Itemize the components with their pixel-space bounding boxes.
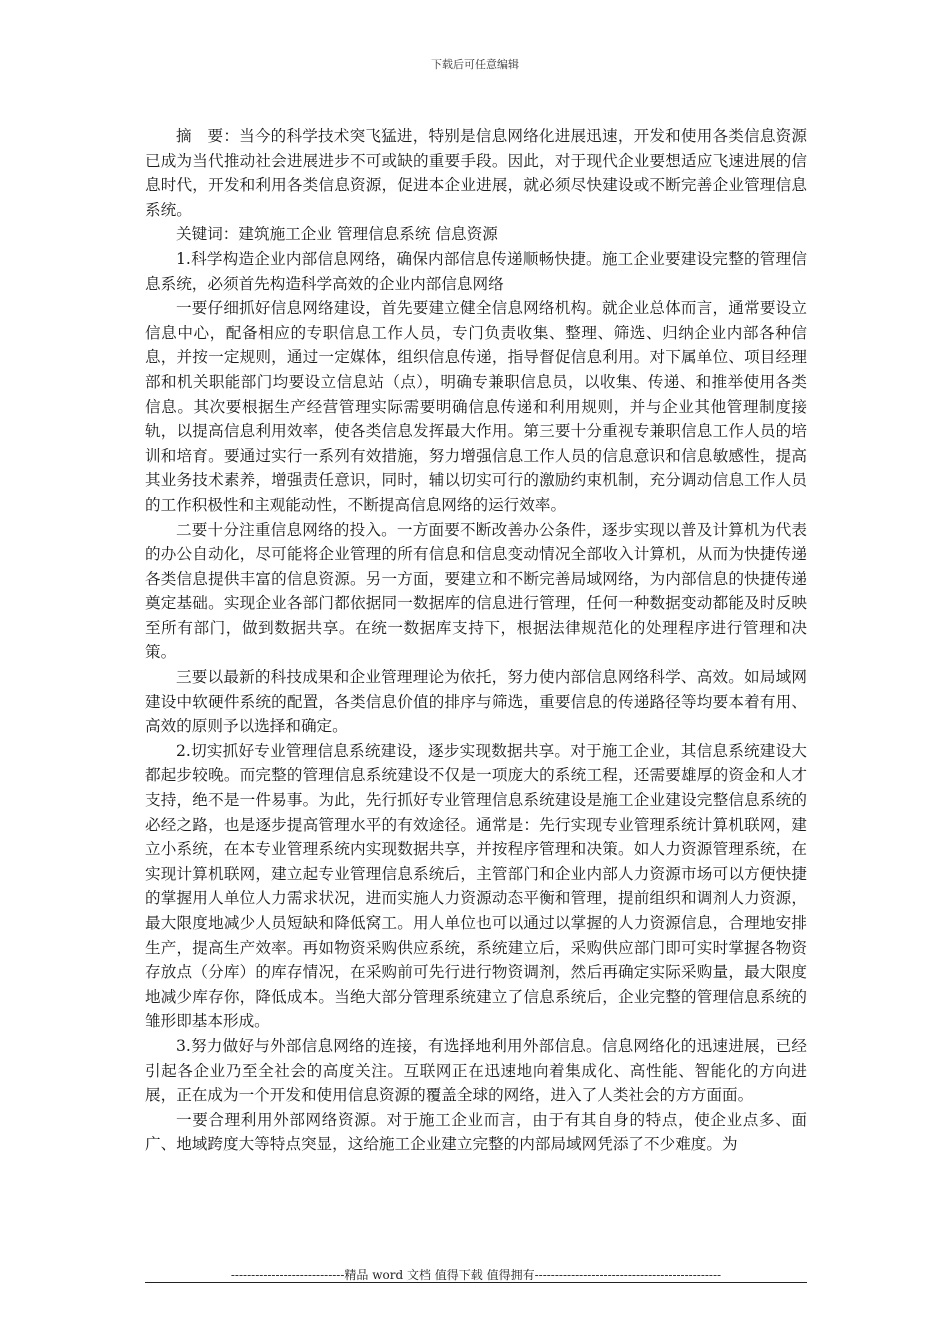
section-1-heading: 1.科学构造企业内部信息网络，确保内部信息传递顺畅快捷。施工企业要建设完整的管理信息系统，必须首先构造科学高效的企业内部信息网络 [145, 249, 807, 293]
section-1-point-2: 二要十分注重信息网络的投入。一方面要不断改善办公条件，逐步实现以普及计算机为代表的办公自动化，尽可能将企业管理的所有信息和信息变动情况全部收入计算机，从而为快捷传递各类信息提供丰富的信息资源。另一方面，要建立和不断完善局域网络，为内部信息的快捷传递奠定基础。实现企业各部门都依据同一数据库的信息进行管理，任何一种数据变动都能及时反映至所有部门，做到数据共享。在统一数据库支持下，根据法律规范化的处理程序进行管理和决策。 [145, 520, 807, 662]
section-3-heading: 3.努力做好与外部信息网络的连接，有选择地利用外部信息。信息网络化的迅速进展，已经引起各企业乃至全社会的高度关注。互联网正在迅速地向着集成化、高性能、智能化的方向进展，正在成为一个开发和使用信息资源的覆盖全球的网络，进入了人类社会的方方面面。 [145, 1036, 807, 1105]
section-1-point-1: 一要仔细抓好信息网络建设，首先要建立健全信息网络机构。就企业总体而言，通常要设立信息中心，配备相应的专职信息工作人员，专门负责收集、整理、筛选、归纳企业内部各种信息，并按一定规则，通过一定媒体，组织信息传递，指导督促信息利用。对下属单位、项目经理部和机关职能部门均要设立信息站（点），明确专兼职信息员，以收集、传递、和推举使用各类信息。其次要根据生产经营管理实际需要明确信息传递和利用规则，并与企业其他管理制度接轨，以提高信息利用效率，使各类信息发挥最大作用。第三要十分重视专兼职信息工作人员的培训和培育。要通过实行一系列有效措施，努力增强信息工作人员的信息意识和信息敏感性，提高其业务技术素养，增强责任意识，同时，辅以切实可行的激励约束机制，充分调动信息工作人员的工作积极性和主观能动性，不断提高信息网络的运行效率。 [145, 299, 807, 514]
abstract-paragraph: 摘 要：当今的科学技术突飞猛进，特别是信息网络化进展迅速，开发和使用各类信息资源已成为当代推动社会进展进步不可或缺的重要手段。因此，对于现代企业要想适应飞速进展的信息时代，开发和利用各类信息资源，促进本企业进展，就必须尽快建设或不断完善企业管理信息系统。 [145, 127, 807, 219]
footer-divider [145, 1282, 807, 1283]
section-2-paragraph: 2.切实抓好专业管理信息系统建设，逐步实现数据共享。对于施工企业，其信息系统建设大都起步较晚。而完整的管理信息系统建设不仅是一项庞大的系统工程，还需要雄厚的资金和人才支持，绝不是一件易事。为此，先行抓好专业管理信息系统建设是施工企业建设完整信息系统的必经之路，也是逐步提高管理水平的有效途径。通常是：先行实现专业管理系统计算机联网，建立小系统，在本专业管理系统内实现数据共享，并按程序管理和决策。如人力资源管理系统，在实现计算机联网，建立起专业管理信息系统后，主管部门和企业内部人力资源市场可以方便快捷的掌握用人单位人力需求状况，进而实施人力资源动态平衡和管理，提前组织和调剂人力资源，最大限度地减少人员短缺和降低窝工。用人单位也可以通过以掌握的人力资源信息，合理地安排生产，提高生产效率。再如物资采购供应系统，系统建立后，采购供应部门即可实时掌握各物资存放点（分库）的库存情况，在采购前可先行进行物资调剂，然后再确定实际采购量，最大限度地减少库存你，降低成本。当绝大部分管理系统建立了信息系统后，企业完整的管理信息系统的雏形即基本形成。 [145, 741, 807, 1031]
keywords-paragraph: 关键词：建筑施工企业 管理信息系统 信息资源 [176, 225, 498, 244]
document-body [145, 124, 807, 1157]
section-3-point-1: 一要合理利用外部网络资源。对于施工企业而言，由于有其自身的特点，使企业点多、面广、地域跨度大等特点突显，这给施工企业建立完整的内部局域网凭添了不少难度。为 [145, 1110, 807, 1154]
section-1-point-3: 三要以最新的科技成果和企业管理理论为依托，努力使内部信息网络科学、高效。如局域网建设中软硬件系统的配置，各类信息价值的排序与筛选，重要信息的传递路径等均要本着有用、高效的原则予以选择和确定。 [145, 668, 807, 736]
page-header: 下载后可任意编辑 [431, 58, 519, 71]
page-footer: ----------------------------精品 word 文档 值得下载 值得拥有---------------------------------------------- [230, 1268, 722, 1282]
